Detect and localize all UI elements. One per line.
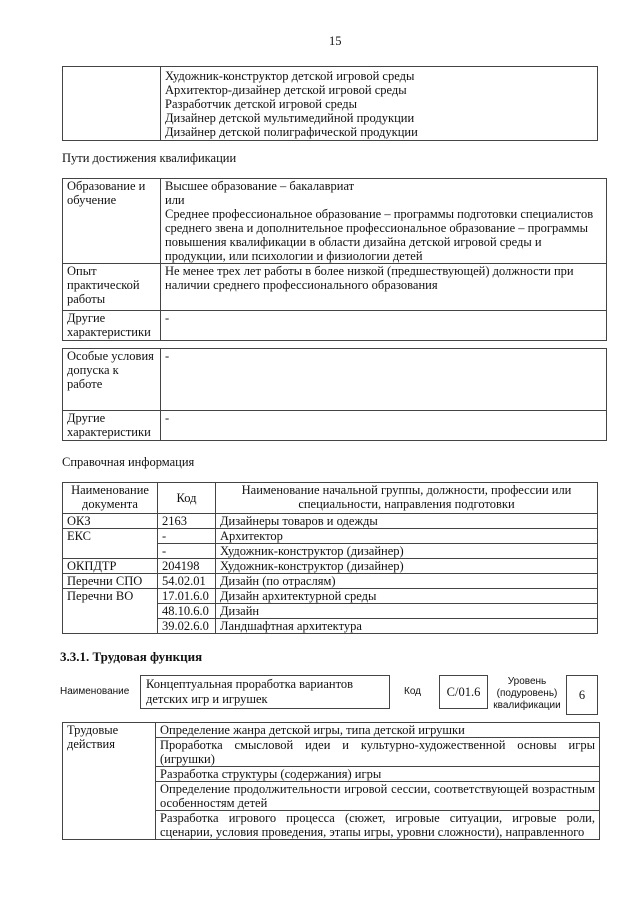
name-cell: Ландшафтная архитектура	[216, 619, 598, 634]
doc-cell: ЕКС	[63, 529, 158, 559]
cell-value: Не менее трех лет работы в более низкой (предшествующей) должности при наличии среднего профессионального образования	[161, 264, 607, 311]
row-label: Другие характеристики	[63, 411, 161, 441]
doc-cell: Перечни ВО	[63, 589, 158, 634]
name-cell: Дизайн архитектурной среды	[216, 589, 598, 604]
name-label: Наименование	[60, 686, 130, 697]
action-item: Разработка игрового процесса (сюжет, игровые ситуации, игровые роли, сценарии, условия проведения, этапы игры, уровни сложности), направленного	[156, 811, 600, 840]
page-number: 15	[329, 34, 342, 48]
name-cell: Дизайн	[216, 604, 598, 619]
section-heading-reference: Справочная информация	[62, 455, 195, 469]
code-cell: 17.01.6.0	[158, 589, 216, 604]
cell-line: Высшее образование – бакалавриат	[165, 179, 355, 193]
position-item: Дизайнер детской мультимедийной продукции	[165, 111, 415, 125]
cell-value: -	[161, 349, 607, 411]
conditions-table	[62, 348, 607, 441]
doc-cell: ОКЗ	[63, 514, 158, 529]
section-heading-paths: Пути достижения квалификации	[62, 151, 237, 165]
code-cell: -	[158, 529, 216, 544]
header-cell: Наименование начальной группы, должности, профессии или специальности, направления подготовки	[216, 483, 598, 514]
name-cell: Дизайнеры товаров и одежды	[216, 514, 598, 529]
paths-table	[62, 178, 607, 341]
action-item: Определение жанра детской игры, типа детской игрушки	[156, 723, 600, 738]
code-cell: 2163	[158, 514, 216, 529]
cell-value: -	[161, 311, 607, 341]
labor-actions-table	[62, 722, 600, 840]
name-cell: Дизайн (по отраслям)	[216, 574, 598, 589]
doc-cell: ОКПДТР	[63, 559, 158, 574]
row-label: Другие характеристики	[63, 311, 161, 341]
function-heading: 3.3.1. Трудовая функция	[60, 649, 203, 664]
positions-table	[62, 66, 598, 141]
name-cell: Художник-конструктор (дизайнер)	[216, 544, 598, 559]
code-label: Код	[404, 686, 422, 697]
cell-line: Среднее профессиональное образование – программы подготовки специалистов среднего звена и дополнительное профессиональное образование – программы повышения квалификации в области дизайна детской игровой среды и продукции, или психологии и физиологии детей	[165, 207, 594, 263]
doc-cell: Перечни СПО	[63, 574, 158, 589]
cell-value: -	[161, 411, 607, 441]
action-item: Определение продолжительности игровой сессии, соответствующей возрастным особенностям детей	[156, 782, 600, 811]
action-item: Разработка структуры (содержания) игры	[156, 767, 600, 782]
reference-table	[62, 482, 598, 634]
row-label: Трудовые действия	[63, 723, 156, 840]
header-cell: Наименование документа	[63, 483, 158, 514]
empty-cell	[63, 67, 161, 141]
position-item: Архитектор-дизайнер детской игровой среды	[165, 83, 407, 97]
cell-line: или	[165, 193, 185, 207]
function-code-box: C/01.6	[439, 675, 488, 709]
name-cell: Художник-конструктор (дизайнер)	[216, 559, 598, 574]
row-label: Образование и обучение	[63, 179, 161, 264]
code-cell: 39.02.6.0	[158, 619, 216, 634]
function-level-box: 6	[566, 675, 598, 715]
name-cell: Архитектор	[216, 529, 598, 544]
row-label: Особые условия допуска к работе	[63, 349, 161, 411]
position-item: Дизайнер детской полиграфической продукции	[165, 125, 418, 139]
code-cell: 54.02.01	[158, 574, 216, 589]
code-cell: 204198	[158, 559, 216, 574]
row-label: Опыт практической работы	[63, 264, 161, 311]
position-item: Разработчик детской игровой среды	[165, 97, 358, 111]
function-name-box: Концептуальная проработка вариантов детских игр и игрушек	[140, 675, 390, 709]
action-item: Проработка смысловой идеи и культурно-художественной основы игры (игрушки)	[156, 738, 600, 767]
header-cell: Код	[158, 483, 216, 514]
level-label: Уровень (подуровень) квалификации	[493, 676, 561, 711]
code-cell: 48.10.6.0	[158, 604, 216, 619]
code-cell: -	[158, 544, 216, 559]
position-item: Художник-конструктор детской игровой среды	[165, 69, 415, 83]
